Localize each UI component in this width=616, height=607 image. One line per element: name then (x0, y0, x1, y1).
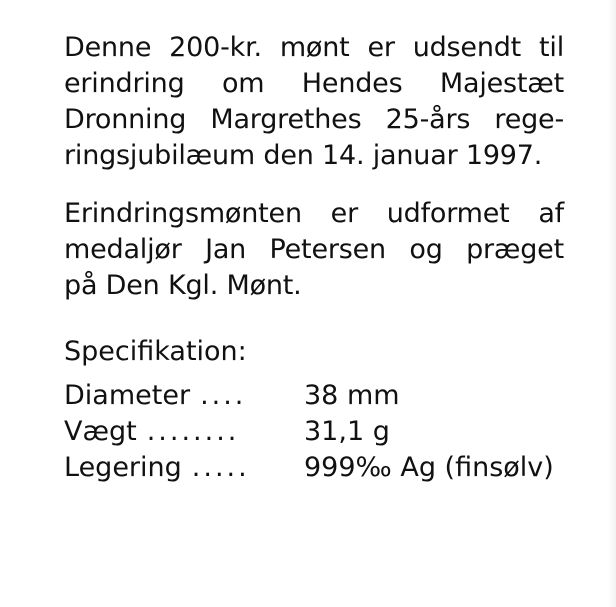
text-line: Dronning Margrethes 25-års rege- (64, 104, 564, 135)
spec-leader-dots: ..... (191, 452, 250, 483)
spec-row-diameter (64, 378, 400, 414)
spec-value: 31,1 g (304, 416, 390, 447)
text-line: ringsjubilæum den 14. januar 1997. (64, 140, 543, 171)
text-line: medaljør Jan Petersen og præget (64, 234, 564, 265)
spec-label: Legering (64, 452, 182, 483)
text-line: på Den Kgl. Mønt. (64, 270, 302, 301)
spec-row-alloy (64, 450, 554, 486)
spec-label: Diameter (64, 380, 191, 411)
spec-value: 999‰ Ag (finsølv) (304, 452, 554, 483)
specification-table (64, 378, 554, 486)
spec-row-weight (64, 414, 390, 450)
text-line: Denne 200-kr. mønt er udsendt til (64, 32, 564, 63)
spec-value: 38 mm (304, 380, 400, 411)
spec-label: Vægt (64, 416, 137, 447)
intro-paragraph (64, 30, 564, 174)
specification-heading: Specifikation: (64, 336, 247, 367)
spec-leader-dots: ........ (146, 416, 240, 447)
designer-paragraph (64, 196, 564, 304)
text-line: erindring om Hendes Majestæt (64, 68, 564, 99)
spec-leader-dots: .... (200, 380, 247, 411)
scan-edge-shadow (608, 0, 616, 607)
text-line: Erindringsmønten er udformet af (64, 198, 564, 229)
